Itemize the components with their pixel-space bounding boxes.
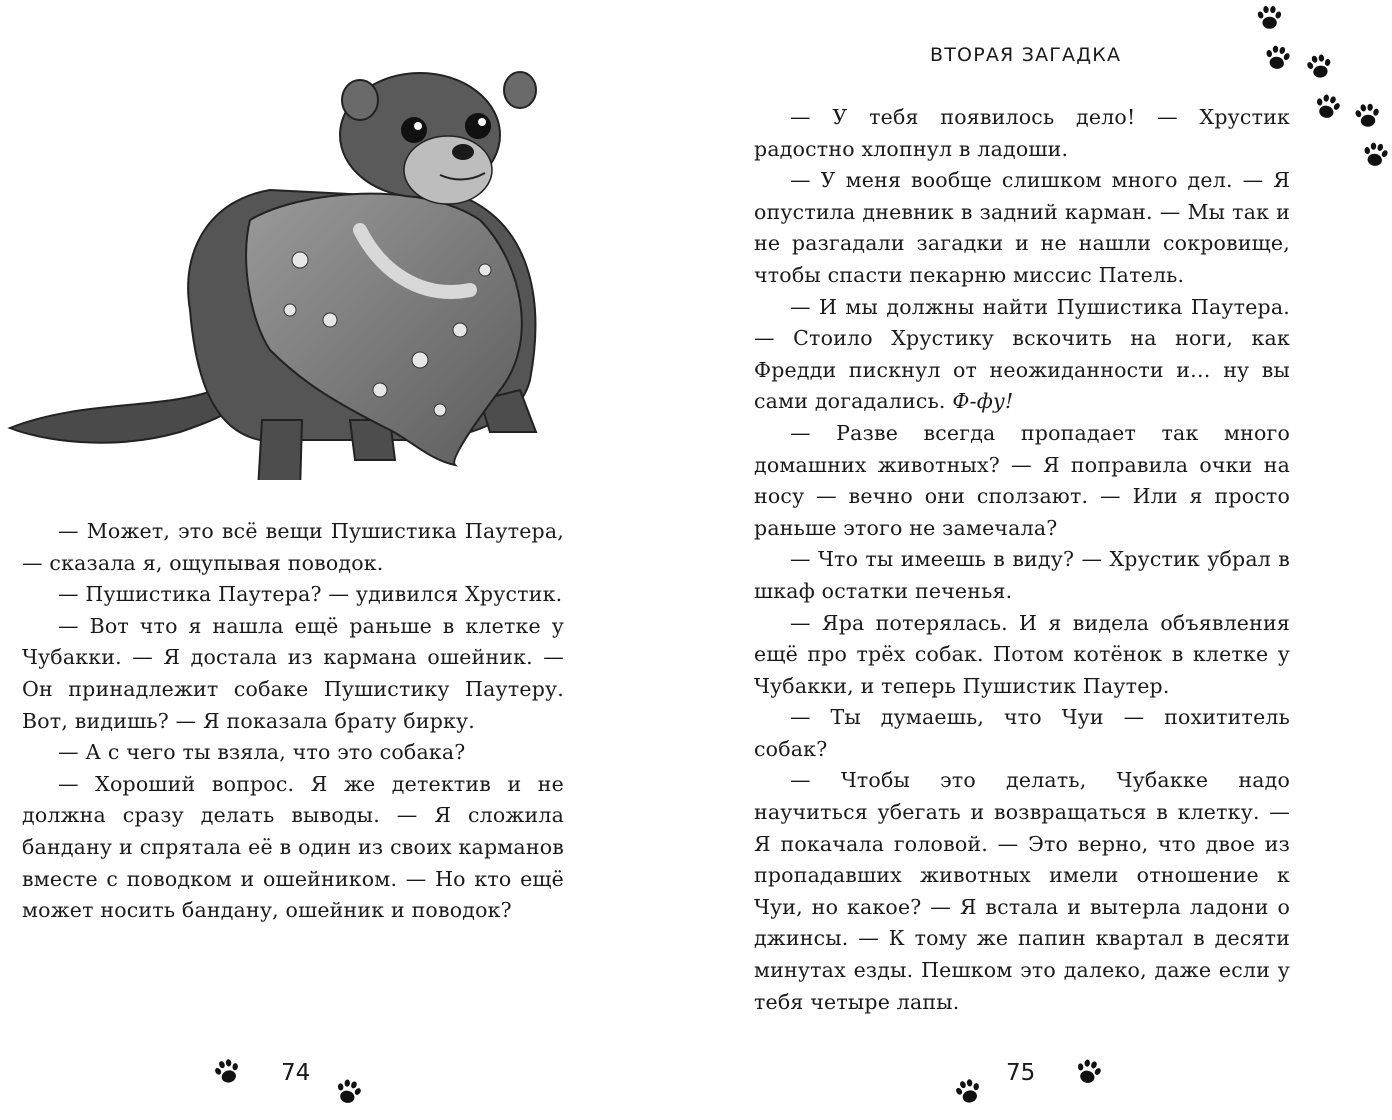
paragraph: — Что ты имеешь в виду? — Хрустик убрал в шкаф остатки печенья. — [754, 547, 1290, 603]
paragraph: — Пушистика Паутера? — удивился Хрустик. — [58, 582, 563, 607]
paragraph: — Может, это всё вещи Пушистика Паутера, — сказала я, ощупывая поводок. — [22, 519, 564, 575]
paragraph-text: — И мы должны найти Пушистика Паутера. — Стоило Хрустику вскочить на ноги, как Фредди пискнул от неожиданности и… ну вы сами догадались. — [754, 294, 1290, 414]
paragraph — [754, 292, 1290, 418]
paw-print-icon — [1309, 89, 1346, 126]
page-number: 75 — [1006, 1060, 1036, 1086]
left-page-text — [22, 516, 564, 927]
italic-exclamation: Ф-фу! — [952, 389, 1014, 414]
paragraph: — Яра потерялась. И я видела объявления ещё про трёх собак. Потом котёнок в клетке у Чубакки, и теперь Пушистик Паутер. — [754, 610, 1290, 698]
paw-print-icon — [950, 1074, 987, 1111]
paragraph: — Разве всегда пропадает так много домашних животных? — Я поправила очки на носу — вечно они сползают. — Или я просто раньше этого не замечала? — [754, 420, 1290, 540]
paw-print-icon — [1070, 1054, 1107, 1091]
ferret-illustration — [0, 60, 560, 480]
paw-print-icon — [1260, 41, 1295, 76]
page-number: 74 — [281, 1060, 311, 1086]
paragraph: — Чтобы это делать, Чубакке надо научиться убегать и возвращаться в клетку. — Я покачала головой. — Это верно, что двое из пропадавших животных имели отношение к Чуи, но какое? — Я встала и вытерла ладони о джинсы. — К тому же папин квартал в десяти минутах езды. Пешком это далеко, даже если у тебя четыре лапы. — [754, 768, 1290, 1014]
paw-print-icon — [1351, 100, 1384, 133]
paw-print-icon — [330, 1074, 367, 1111]
running-head: ВТОРАЯ ЗАГАДКА — [930, 44, 1122, 66]
paragraph: — А с чего ты взяла, что это собака? — [58, 740, 466, 765]
paw-print-icon — [1358, 138, 1392, 173]
paw-print-icon — [1302, 50, 1337, 85]
paragraph: — Ты думаешь, что Чуи — похититель собак? — [754, 705, 1290, 761]
paw-print-icon — [209, 1054, 246, 1091]
right-page-text — [754, 102, 1290, 1018]
paragraph: — Вот что я нашла ещё раньше в клетке у Чубакки. — Я достала из кармана ошейник. — Он принадлежит собаке Пушистику Паутеру. Вот, видишь? — Я показала брату бирку. — [22, 613, 564, 733]
paragraph: — У меня вообще слишком много дел. — Я опустила дневник в задний карман. — Мы так и не разгадали загадки и не нашли сокровище, чтобы спасти пекарню миссис Патель. — [754, 168, 1290, 287]
paw-print-icon — [1254, 3, 1284, 33]
paragraph: — У тебя появилось дело! — Хрустик радостно хлопнул в ладоши. — [754, 105, 1290, 161]
paragraph: — Хороший вопрос. Я же детектив и не должна сразу делать выводы. — Я сложила бандану и спрятала её в один из своих карманов вместе с поводком и ошейником. — Но кто ещё может носить бандану, ошейник и поводок? — [22, 771, 564, 923]
